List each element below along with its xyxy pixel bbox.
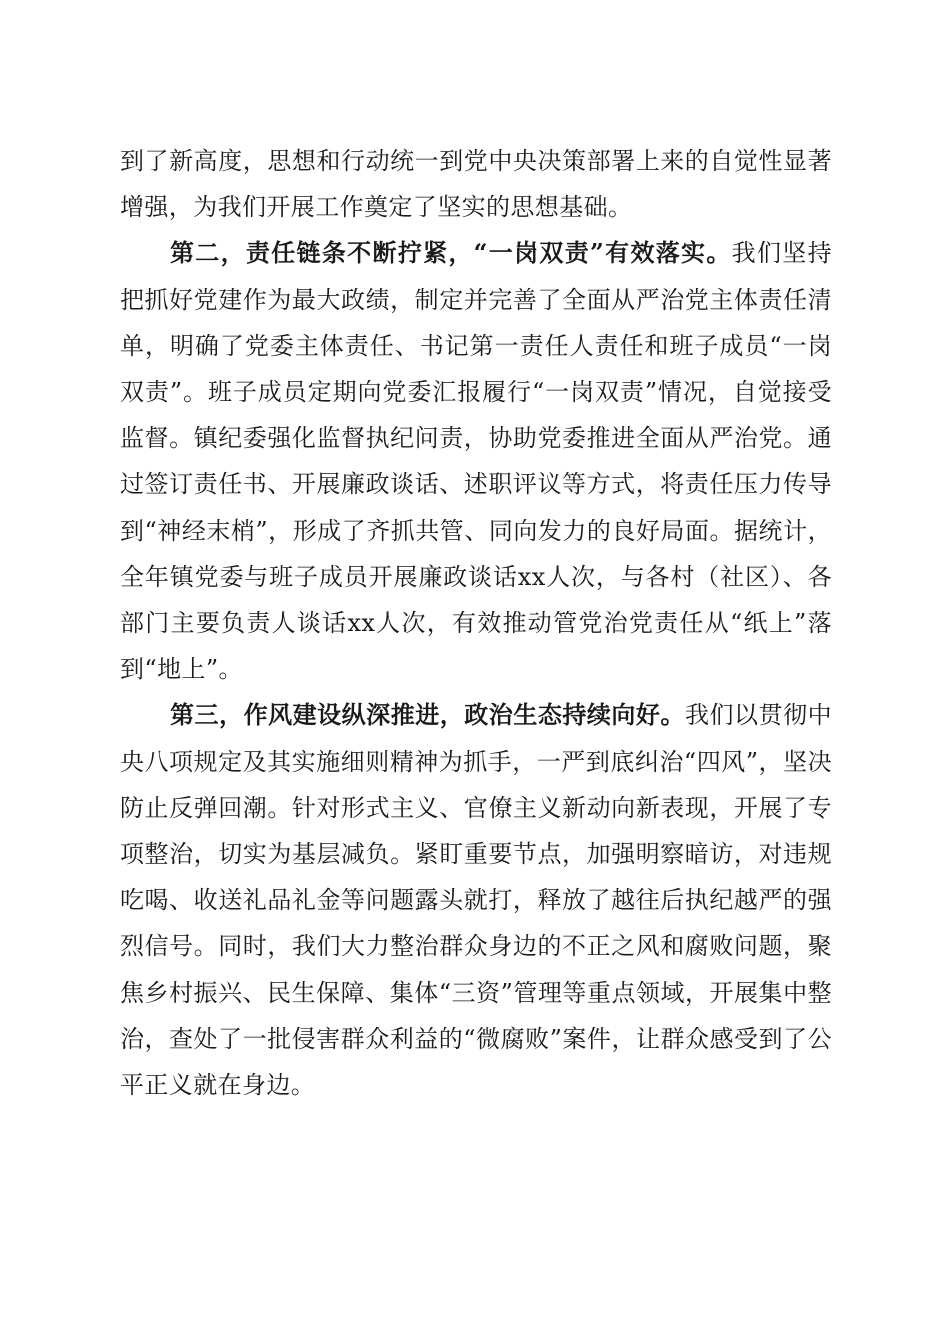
paragraph-2-body: 我们坚持把抓好党建作为最大政绩，制定并完善了全面从严治党主体责任清单，明确了党委主体责任、书记第一责任人责任和班子成员“一岗双责”。班子成员定期向党委汇报履行“一岗双责”情况，自觉接受监督。镇纪委强化监督执纪问责，协助党委推进全面从严治党。通过签订责任书、开展廉政谈话、述职评议等方式，将责任压力传导到“神经末梢”，形成了齐抓共管、同向发力的良好局面。据统计，全年镇党委与班子成员开展廉政谈话xx人次，与各村（社区）、各部门主要负责人谈话xx人次，有效推动管党治党责任从“纸上”落到“地上”。 [120, 239, 832, 684]
paragraph-2-heading: 第二，责任链条不断拧紧，“一岗双责”有效落实。 [170, 238, 732, 268]
paragraph-3-heading: 第三，作风建设纵深推进，政治生态持续向好。 [170, 700, 685, 730]
document-body [120, 138, 832, 1108]
paragraph-3-body: 我们以贯彻中央八项规定及其实施细则精神为抓手，一严到底纠治“四风”，坚决防止反弹回潮。针对形式主义、官僚主义新动向新表现，开展了专项整治，切实为基层减负。紧盯重要节点，加强明察暗访，对违规吃喝、收送礼品礼金等问题露头就打，释放了越往后执纪越严的强烈信号。同时，我们大力整治群众身边的不正之风和腐败问题，聚焦乡村振兴、民生保障、集体“三资”管理等重点领域，开展集中整治，查处了一批侵害群众利益的“微腐败”案件，让群众感受到了公平正义就在身边。 [120, 701, 832, 1100]
paragraph-third-point [120, 692, 832, 1108]
paragraph-second-point [120, 230, 832, 692]
paragraph-1-body: 到了新高度，思想和行动统一到党中央决策部署上来的自觉性显著增强，为我们开展工作奠定了坚实的思想基础。 [120, 147, 832, 222]
paragraph-continued [120, 138, 832, 230]
